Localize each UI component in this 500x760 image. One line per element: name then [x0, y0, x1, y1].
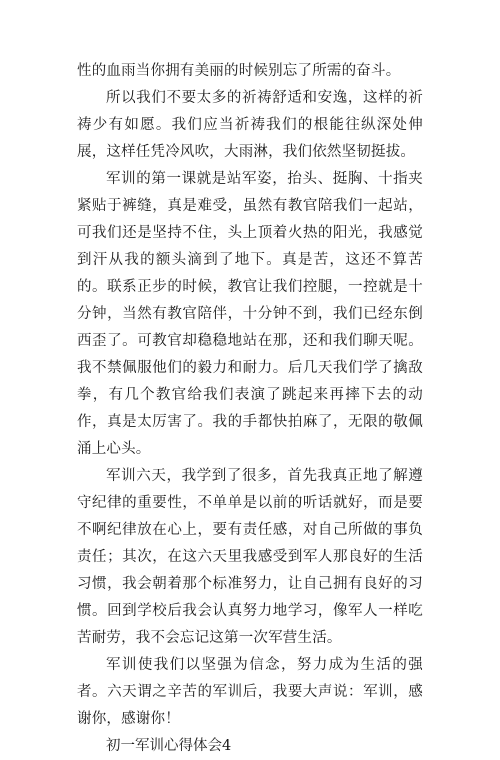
paragraph-six-days: 军训六天，我学到了很多，首先我真正地了解遵守纪律的重要性，不单单是以前的听话就好，而是要不啊纪律放在心上，要有责任感，对自己所做的事负责任；其次，在这六天里我感受到军人那良好的生活习惯，我会朝着那个标准努力，让自己拥有良好的习惯。回到学校后我会认真努力地学习，像军人一样吃苦耐劳，我不会忘记这第一次军营生活。 [77, 468, 423, 646]
paragraph-first-lesson: 军训的第一课就是站军姿，抬头、挺胸、十指夹紧贴于裤缝，真是难受，虽然有教官陪我们一起站，可我们还是坚持不住，头上顶着火热的阳光，我感觉到汗从我的额头滴到了地下。真是苦，这还不算苦的。联系正步的时候，教官让我们控腿，一控就是十分钟，当然有教官陪伴，十分钟不到，我们已经东倒西歪了。可教官却稳稳地站在那，还和我们聊天呢。我不禁佩服他们的毅力和耐力。后几天我们学了擒敌拳，有几个教官给我们表演了跳起来再摔下去的动作，真是太厉害了。我的手都快拍麻了，无限的敬佩涌上心头。 [77, 171, 423, 457]
section-heading: 初一军训心得体会4 [106, 738, 232, 754]
document-body [77, 58, 423, 760]
paragraph-conclusion: 军训使我们以坚强为信念，努力成为生活的强者。六天谓之辛苦的军训后，我要大声说：军训，感谢你，感谢你！ [77, 657, 423, 727]
paragraph-prayer: 所以我们不要太多的祈祷舒适和安逸，这样的祈祷少有如愿。我们应当祈祷我们的根能往纵深处伸展，这样任凭冷风吹，大雨淋，我们依然坚韧挺拔。 [77, 90, 423, 160]
paragraph-continuation: 性的血雨当你拥有美丽的时候别忘了所需的奋斗。 [77, 63, 401, 79]
